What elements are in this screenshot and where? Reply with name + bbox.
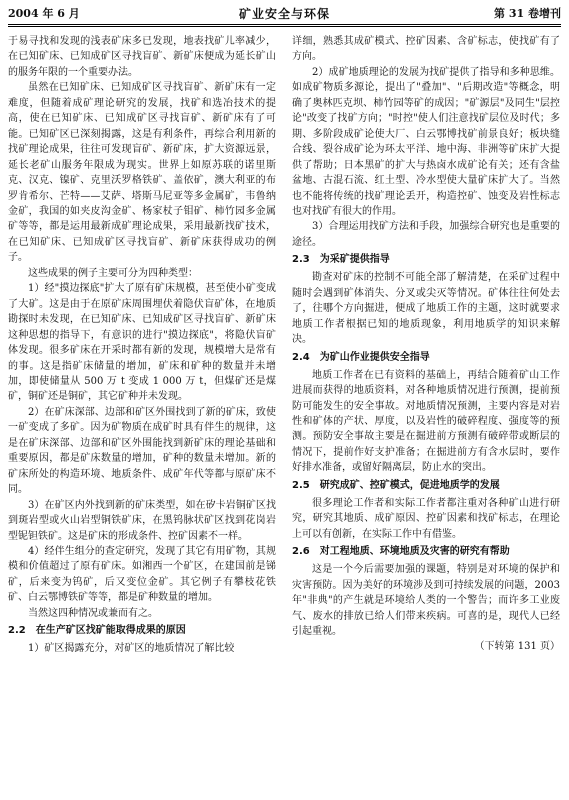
header-rule-thin [8,26,561,27]
body-paragraph: 详细，熟悉其成矿模式、控矿因素、含矿标志，使找矿有了方向。 [292,36,560,63]
body-paragraph: 2）在矿床深部、边部和矿区外围找到了新的矿床，致使一矿变成了多矿。因为矿物质在成矿时具有伴生的规律，这是在矿床深部、边部和矿区外围能找到新矿床的理论基础和重要原因，都是矿床数量的增加，矿种的数量未增加。新的矿床所处的构造环境、地质条件、成矿年代等都与原矿床不同。 [8,406,276,496]
running-header [8,6,561,22]
section-heading: 2.5 研究成矿、控矿模式，促进地质学的发展 [292,479,500,491]
body-paragraph: 虽然在已知矿床、已知成矿区寻找盲矿、新矿床有一定难度，但随着成矿理论研究的发展，找矿和选冶技术的提高，使在已知矿床、已知成矿区寻找盲矿、新矿床有了可能。已知矿区已深刻揭露，这是有利条件，再综合利用新的找矿理论成果，往往可发现盲矿、新矿床，扩大资源远景，延长老矿山服务年限成为现实。世界上如原苏联的诺里斯克、汉克、镍矿、克里沃罗格铁矿、盖依矿，澳大利亚的布罗肯希尔、芒特——艾萨、塔斯马尼亚等多金属矿，韦鲁纳金矿，我国的如夹皮沟金矿、杨家杖子钼矿、柿竹园多金属矿等等，都是运用最新成矿理论成果，采用最新找矿技术，在已知矿床、已知成矿区寻找盲矿、新矿床获得成功的例子。 [8,82,276,264]
section-heading: 2.6 对工程地质、环境地质及灾害的研究有帮助 [292,546,510,558]
header-journal-title: 矿业安全与环保 [238,7,330,21]
body-paragraph: 这些成果的例子主要可分为四种类型： [28,267,198,279]
body-paragraph: 地质工作者在已有资料的基础上，再结合随着矿山工作进展而获得的地质资料，对各种地质情况进行预测，提前预防可能发生的安全事故。对地质情况预测，主要内容是对岩性和矿体的产状、厚度，以及岩性的破碎程度、强度等的预测。预防安全事故主要是在掘进前方预测有破碎带或断层的情况下，提前作好支护准备；在掘进前方有含水层时，要作好排水准备，或留好隔离层，防止水的突出。 [292,369,560,474]
section-heading: 2.4 为矿山作业提供安全指导 [292,351,430,363]
header-volume: 第 31 卷增刊 [494,7,561,20]
header-date: 2004 年 6 月 [8,7,80,20]
body-paragraph: 于易寻找和发现的浅表矿床多已发现，地表找矿儿率减少，在已知矿床、已知成矿区寻找盲矿、新矿床便成为延长矿山的服务年限的一个重要办法。 [8,36,276,78]
body-paragraph: 当然这四种情况或兼而有之。 [28,607,158,619]
body-paragraph: 4）经伴生组分的查定研究，发现了其它有用矿物，其规模和价值超过了原有矿床。如湘西一个矿区，在建国前是锑矿，后来变为钨矿，后又变位金矿。其它例子有攀枝花铁矿、白云鄂博铁矿等等，都是矿种数量的增加。 [8,545,276,604]
body-paragraph: 2）成矿地质理论的发展为找矿提供了指导和多种思维。如成矿物质多源论，提出了"叠加"、"后期改造"等概念，明确了奥林匹克坝、柿竹园等矿的成因；"矿源层"及同生"层控论"改变了找矿方向；"时控"使人们注意找矿层位及时代；多期、多阶段成矿论使大厂、白云鄂博找矿前景良好；板块缝合线、裂谷成矿论为环太平洋、地中海、非洲等矿床扩大提供了帮助；日本黑矿的扩大与热卤水成矿论有关；还有含盐盆地、古混石流、红土型、冷水型使大量矿床扩大了。当然也不能将传统的找矿理论丢开，构造控矿、蚀变及岩性标志也对找矿有很大的作用。 [292,66,560,217]
body-paragraph: 3）合理运用找矿方法和手段，加强综合研究也是重要的途径。 [292,221,560,248]
section-heading: 2.2 在生产矿区找矿能取得成果的原因 [8,625,186,637]
right-column [292,34,560,790]
continued-note: （下转第 131 页） [474,641,560,653]
body-paragraph: 1）经"摸边探底"扩大了原有矿床规模，甚至使小矿变成了大矿。这是由于在原矿床周围埋伏着隐伏盲矿体，在地质勘探时未发现，在已知矿床、已知成矿区寻找盲矿、新矿床这种思想的指导下，有意识的进行"摸边探底"，将隐伏盲矿体发现。很多矿床在开采时都有新的发现，规模增大是常有的事。这是指矿床储量的增加，矿床和矿种的数量并未增加，即使储量从 500 万 t 变成 1 000 万 t，但煤矿还是煤矿，铜矿还是铜矿，其它矿种并未发现。 [8,283,276,403]
body-paragraph: 勘查对矿床的控制不可能全部了解清楚，在采矿过程中随时会遇到矿体消失、分叉或尖灭等情况。矿体往往何处去了，往哪个方向掘进，便成了地质工作的主题，这时就要求地质工作者根据已知的地质现象，利用地质学的知识来解决。 [292,272,560,346]
body-paragraph: 很多理论工作者和实际工作者都注重对各种矿山进行研究，研究其地质、成矿原因、控矿因素和找矿标志，在理论上可以有创新，在实际工作中有借鉴。 [292,497,560,540]
left-column [8,34,276,790]
body-paragraph: 这是一个今后需要加强的课题，特别是对环境的保护和灾害预防。因为美好的环境涉及到可持续发展的问题，2003 年"非典"的产生就是环境给人类的一个警告；而许多工业废气、废水的排放已给人们带来疾病。可喜的是，现代人已经引起重视。 [292,564,560,637]
body-paragraph: 1）矿区揭露充分，对矿区的地质情况了解比较 [28,643,235,655]
body-paragraph: 3）在矿区内外找到新的矿床类型，如在矽卡岩铜矿区找到斑岩型或火山岩型铜铁矿床，在黑钨脉状矿区找到花岗岩型铌钽铁矿。这是矿床的形成条件、控矿因素不一样。 [8,499,276,542]
header-rule [8,24,561,25]
section-heading: 2.3 为采矿提供指导 [292,254,390,266]
